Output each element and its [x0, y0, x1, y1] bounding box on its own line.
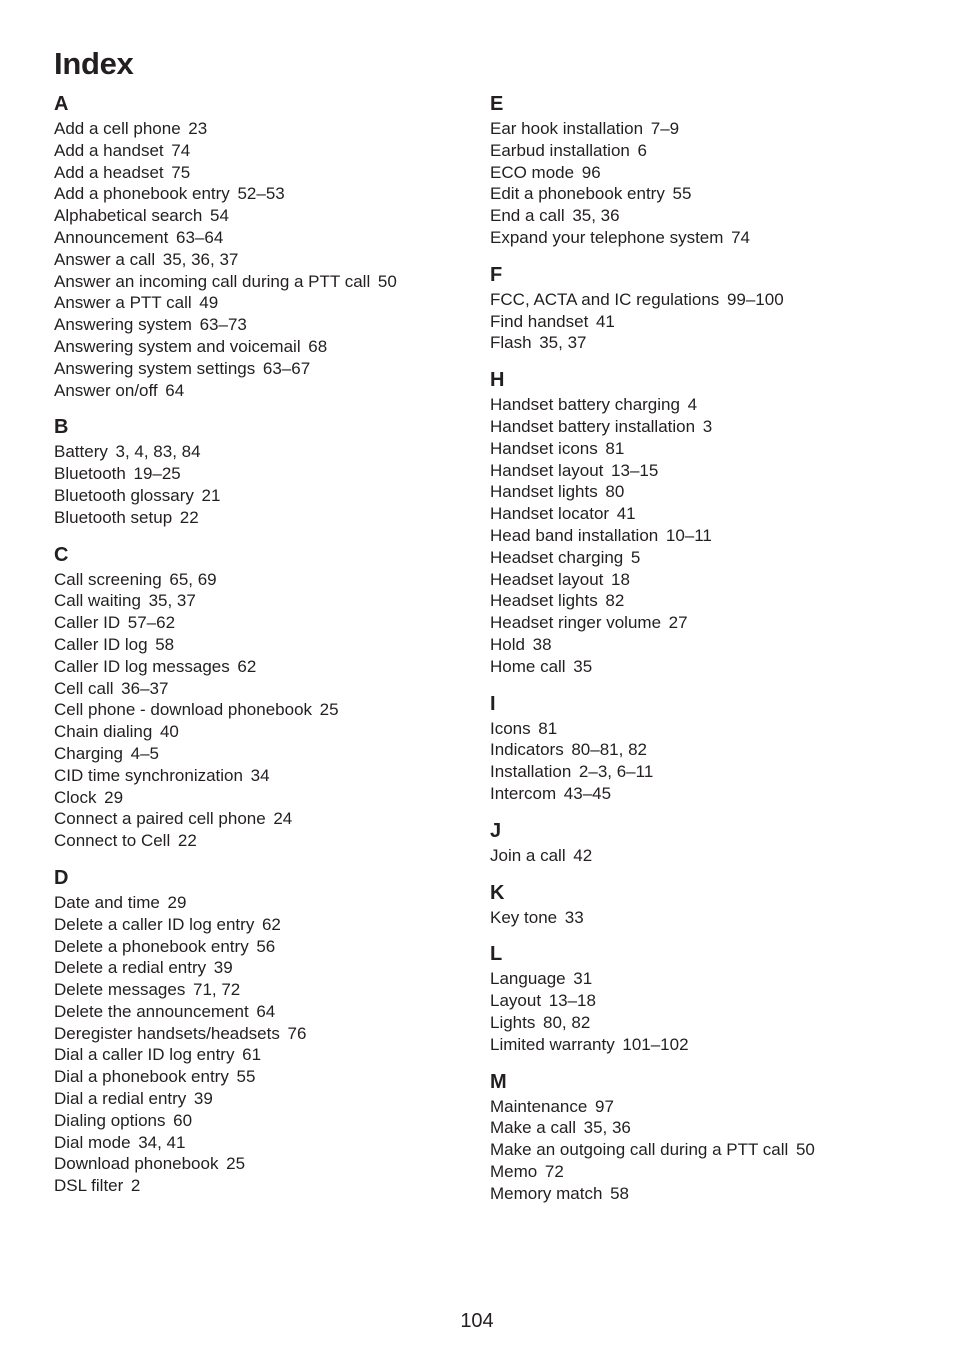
index-section-e: [490, 90, 930, 249]
index-entry: [490, 1034, 930, 1056]
entry-pages: 13–18: [548, 991, 596, 1011]
index-entry: [54, 765, 474, 787]
entry-pages: 99–100: [726, 289, 784, 309]
index-entry: [54, 721, 474, 743]
entry-pages: 2–3, 6–11: [578, 762, 654, 782]
entry-term: Connect a paired cell phone: [54, 809, 266, 829]
entry-term: Caller ID log messages: [54, 656, 230, 676]
index-entry: [490, 140, 930, 162]
entry-term: Headset layout: [490, 569, 604, 589]
index-entry: [490, 205, 930, 227]
entry-term: Dial a caller ID log entry: [54, 1045, 235, 1065]
section-letter: K: [490, 881, 505, 904]
index-entry: [54, 380, 474, 402]
index-entry: [490, 990, 930, 1012]
index-entry: [490, 569, 930, 591]
entry-pages: 35, 36: [583, 1118, 631, 1138]
entry-pages: 29: [104, 787, 124, 807]
entry-pages: 7–9: [650, 119, 680, 138]
index-column-right: [490, 90, 930, 1216]
entry-term: Edit a phonebook entry: [490, 184, 665, 204]
index-entry: [490, 503, 930, 525]
index-entry: [54, 590, 474, 612]
index-entry: [54, 787, 474, 809]
entry-term: Handset battery installation: [490, 416, 696, 436]
entry-pages: 64: [165, 380, 185, 400]
index-section-k: [490, 879, 930, 929]
entry-pages: 74: [171, 140, 191, 160]
entry-pages: 27: [668, 613, 688, 633]
index-entry: [54, 808, 474, 830]
index-entry: [490, 718, 930, 740]
entry-term: Date and time: [54, 892, 160, 912]
index-entry: [54, 743, 474, 765]
entry-term: Answer on/off: [54, 380, 158, 400]
entry-term: Flash: [490, 333, 532, 353]
entry-pages: 81: [538, 718, 558, 738]
section-letter: B: [54, 416, 69, 439]
entry-pages: 82: [605, 591, 625, 611]
entry-term: Alphabetical search: [54, 206, 203, 226]
entry-pages: 61: [242, 1045, 262, 1065]
entry-pages: 42: [573, 845, 593, 865]
entry-term: Headset lights: [490, 591, 598, 611]
entry-pages: 68: [308, 336, 328, 356]
index-entry: [54, 358, 474, 380]
index-entry: [490, 162, 930, 184]
entry-pages: 63–67: [262, 358, 311, 378]
index-entry: [54, 612, 474, 634]
entry-pages: 23: [188, 119, 208, 138]
entry-pages: 56: [256, 936, 276, 956]
index-entry: [490, 416, 930, 438]
entry-term: Answering system: [54, 315, 192, 335]
index-section-c: [54, 541, 474, 852]
index-entry: [490, 438, 930, 460]
entry-pages: 5: [630, 547, 641, 567]
entry-term: Add a headset: [54, 162, 164, 182]
index-section-h: [490, 366, 930, 677]
entry-term: Ear hook installation: [490, 119, 644, 138]
index-entry: [54, 979, 474, 1001]
index-entry: [54, 441, 474, 463]
entry-pages: 22: [177, 831, 197, 851]
entry-pages: 80–81, 82: [571, 740, 647, 760]
entry-pages: 3, 4, 83, 84: [115, 442, 201, 462]
index-entry: [490, 634, 930, 656]
index-entry: [490, 761, 930, 783]
entry-term: Add a cell phone: [54, 119, 181, 138]
index-entry: [490, 227, 930, 249]
index-entry: [54, 1001, 474, 1023]
entry-term: Handset locator: [490, 504, 610, 524]
entry-term: Add a handset: [54, 140, 164, 160]
index-entry: [54, 227, 474, 249]
entry-pages: 80: [605, 482, 625, 502]
index-entry: [490, 311, 930, 333]
entry-pages: 80, 82: [543, 1012, 591, 1032]
entry-term: Bluetooth glossary: [54, 485, 194, 505]
entry-term: Delete the announcement: [54, 1001, 249, 1021]
section-letter: M: [490, 1070, 507, 1093]
index-entry: [490, 968, 930, 990]
entry-term: Dialing options: [54, 1110, 166, 1130]
index-entry: [490, 845, 930, 867]
section-letter: J: [490, 819, 502, 842]
index-section-d: [54, 864, 474, 1197]
entry-pages: 36–37: [121, 678, 169, 698]
index-entry: [54, 507, 474, 529]
index-entry: [490, 460, 930, 482]
index-entry: [490, 612, 930, 634]
entry-pages: 13–15: [611, 460, 659, 480]
entry-pages: 2: [130, 1176, 141, 1196]
entry-term: Download phonebook: [54, 1154, 219, 1174]
entry-term: Connect to Cell: [54, 831, 171, 851]
entry-term: Memo: [490, 1161, 538, 1181]
entry-pages: 35, 37: [148, 591, 196, 611]
index-entry: [490, 1096, 930, 1118]
entry-term: Cell call: [54, 678, 114, 698]
entry-pages: 34: [250, 765, 270, 785]
entry-pages: 57–62: [127, 613, 176, 633]
entry-pages: 76: [287, 1023, 307, 1043]
entry-term: Join a call: [490, 845, 566, 865]
index-section-m: [490, 1068, 930, 1205]
entry-pages: 72: [544, 1161, 564, 1181]
index-entry: [490, 1012, 930, 1034]
entry-term: Make a call: [490, 1118, 576, 1138]
entry-term: Indicators: [490, 740, 564, 760]
entry-term: Lights: [490, 1012, 536, 1032]
entry-term: Maintenance: [490, 1096, 588, 1116]
entry-pages: 35: [573, 656, 593, 676]
entry-term: Answer a call: [54, 249, 156, 269]
index-entry: [54, 892, 474, 914]
index-entry: [54, 634, 474, 656]
index-entry: [490, 656, 930, 678]
index-entry: [490, 332, 930, 354]
index-entry: [54, 1153, 474, 1175]
entry-pages: 4: [687, 395, 698, 415]
entry-term: Answering system and voicemail: [54, 336, 301, 356]
entry-term: ECO mode: [490, 162, 575, 182]
entry-pages: 39: [193, 1089, 213, 1109]
index-section-i: [490, 690, 930, 805]
entry-pages: 55: [236, 1067, 256, 1087]
entry-term: Answering system settings: [54, 358, 256, 378]
index-section-j: [490, 817, 930, 867]
index-entry: [490, 525, 930, 547]
entry-term: Deregister handsets/headsets: [54, 1023, 280, 1043]
index-entry: [54, 699, 474, 721]
entry-term: Handset icons: [490, 438, 598, 458]
entry-pages: 54: [210, 206, 229, 226]
entry-pages: 65, 69: [169, 569, 217, 589]
entry-term: Charging: [54, 743, 123, 763]
entry-term: End a call: [490, 206, 565, 226]
section-letter: E: [490, 93, 504, 115]
entry-term: Cell phone - download phonebook: [54, 700, 313, 720]
entry-pages: 63–64: [176, 227, 224, 247]
entry-term: Answer a PTT call: [54, 293, 192, 313]
entry-pages: 50: [795, 1140, 815, 1160]
entry-term: Dial a phonebook entry: [54, 1067, 229, 1087]
index-entry: [54, 140, 474, 162]
entry-term: Delete a caller ID log entry: [54, 914, 255, 934]
entry-term: Handset battery charging: [490, 395, 680, 415]
index-entry: [490, 394, 930, 416]
entry-term: Limited warranty: [490, 1034, 615, 1054]
entry-pages: 3: [702, 416, 713, 436]
entry-pages: 97: [594, 1096, 614, 1116]
entry-term: Bluetooth: [54, 464, 126, 484]
entry-pages: 41: [616, 504, 636, 524]
index-section-f: [490, 261, 930, 354]
entry-pages: 31: [573, 969, 593, 989]
index-entry: [490, 547, 930, 569]
entry-pages: 63–73: [199, 315, 247, 335]
entry-term: Add a phonebook entry: [54, 184, 230, 204]
entry-term: FCC, ACTA and IC regulations: [490, 289, 720, 309]
index-entry: [54, 314, 474, 336]
entry-term: Answer an incoming call during a PTT call: [54, 271, 371, 291]
index-section-b: [54, 413, 474, 528]
index-entry: [54, 463, 474, 485]
entry-term: Key tone: [490, 907, 558, 927]
entry-pages: 55: [672, 184, 692, 204]
entry-pages: 4–5: [130, 743, 160, 763]
entry-pages: 64: [256, 1001, 276, 1021]
entry-pages: 18: [611, 569, 630, 589]
entry-term: Delete a redial entry: [54, 958, 207, 978]
section-letter: L: [490, 943, 503, 966]
index-entry: [54, 1132, 474, 1154]
index-entry: [490, 289, 930, 311]
index-entry: [490, 907, 930, 929]
entry-pages: 38: [532, 634, 552, 654]
section-letter: H: [490, 369, 505, 392]
entry-term: Clock: [54, 787, 97, 807]
entry-term: Make an outgoing call during a PTT call: [490, 1140, 789, 1160]
entry-pages: 52–53: [237, 184, 285, 204]
entry-pages: 101–102: [622, 1034, 689, 1054]
entry-term: Layout: [490, 991, 542, 1011]
index-entry: [490, 1183, 930, 1205]
section-letter: C: [54, 543, 69, 566]
entry-pages: 24: [273, 809, 293, 829]
index-entry: [490, 590, 930, 612]
entry-term: Headset ringer volume: [490, 613, 662, 633]
index-entry: [54, 162, 474, 184]
index-entry: [490, 183, 930, 205]
page-number: 104: [460, 1310, 494, 1332]
entry-pages: 33: [564, 907, 584, 927]
index-entry: [490, 739, 930, 761]
entry-pages: 41: [595, 311, 615, 331]
index-entry: [54, 336, 474, 358]
entry-term: Handset lights: [490, 482, 598, 502]
entry-pages: 40: [159, 722, 179, 742]
entry-pages: 21: [201, 485, 221, 505]
entry-pages: 58: [610, 1183, 629, 1203]
index-entry: [490, 783, 930, 805]
entry-pages: 60: [173, 1110, 193, 1130]
entry-term: Icons: [490, 718, 531, 738]
entry-term: Handset layout: [490, 460, 604, 480]
index-entry: [54, 118, 474, 140]
entry-term: Hold: [490, 634, 525, 654]
index-entry: [54, 936, 474, 958]
entry-term: Announcement: [54, 227, 169, 247]
entry-term: Expand your telephone system: [490, 227, 724, 247]
index-entry: [54, 1066, 474, 1088]
entry-term: Call screening: [54, 569, 162, 589]
entry-pages: 6: [637, 140, 647, 160]
section-letter: I: [490, 692, 496, 715]
entry-pages: 81: [605, 438, 625, 458]
index-entry: [54, 485, 474, 507]
entry-term: Installation: [490, 762, 572, 782]
index-entry: [490, 1117, 930, 1139]
index-entry: [54, 1110, 474, 1132]
section-letter: D: [54, 866, 69, 889]
index-entry: [490, 1161, 930, 1183]
index-entry: [490, 1139, 930, 1161]
entry-pages: 49: [199, 293, 219, 313]
entry-term: Battery: [54, 442, 108, 462]
entry-term: Language: [490, 969, 566, 989]
entry-term: Dial mode: [54, 1132, 131, 1152]
entry-pages: 19–25: [133, 464, 181, 484]
index-entry: [54, 830, 474, 852]
page-title: Index: [54, 46, 134, 81]
entry-term: Bluetooth setup: [54, 507, 173, 527]
entry-term: Delete a phonebook entry: [54, 936, 249, 956]
index-section-l: [490, 940, 930, 1055]
entry-term: Caller ID: [54, 613, 121, 633]
entry-pages: 62: [237, 656, 257, 676]
index-entry: [54, 249, 474, 271]
index-entry: [54, 1175, 474, 1197]
index-entry: [54, 292, 474, 314]
entry-pages: 22: [179, 507, 199, 527]
entry-term: Earbud installation: [490, 140, 630, 160]
index-section-a: [54, 90, 474, 401]
index-entry: [54, 271, 474, 293]
entry-pages: 71, 72: [192, 980, 241, 1000]
entry-term: Headset charging: [490, 547, 624, 567]
index-entry: [490, 118, 930, 140]
entry-pages: 10–11: [665, 525, 712, 545]
index-entry: [54, 1023, 474, 1045]
entry-pages: 35, 36, 37: [162, 249, 239, 269]
entry-term: CID time synchronization: [54, 765, 243, 785]
entry-term: DSL filter: [54, 1176, 124, 1196]
entry-term: Call waiting: [54, 591, 141, 611]
index-entry: [54, 1044, 474, 1066]
index-entry: [54, 914, 474, 936]
index-entry: [54, 678, 474, 700]
entry-pages: 35, 36: [572, 206, 620, 226]
index-entry: [54, 183, 474, 205]
entry-term: Caller ID log: [54, 634, 148, 654]
entry-pages: 43–45: [563, 783, 612, 803]
entry-pages: 29: [167, 892, 187, 912]
entry-term: Intercom: [490, 783, 557, 803]
entry-term: Dial a redial entry: [54, 1089, 187, 1109]
entry-pages: 74: [731, 227, 750, 247]
index-entry: [54, 569, 474, 591]
index-column-left: [54, 90, 474, 1209]
entry-term: Memory match: [490, 1183, 603, 1203]
index-entry: [54, 957, 474, 979]
entry-pages: 39: [213, 958, 233, 978]
entry-pages: 50: [377, 271, 397, 291]
entry-pages: 96: [581, 162, 601, 182]
entry-term: Delete messages: [54, 980, 186, 1000]
index-entry: [490, 481, 930, 503]
entry-pages: 25: [226, 1154, 246, 1174]
entry-pages: 25: [319, 700, 339, 720]
section-letter: F: [490, 263, 503, 286]
index-entry: [54, 1088, 474, 1110]
index-entry: [54, 656, 474, 678]
entry-term: Chain dialing: [54, 722, 153, 742]
entry-term: Find handset: [490, 311, 589, 331]
entry-term: Head band installation: [490, 525, 659, 545]
entry-pages: 35, 37: [539, 333, 587, 353]
entry-pages: 75: [171, 162, 191, 182]
entry-pages: 58: [155, 634, 175, 654]
entry-pages: 62: [261, 914, 281, 934]
entry-term: Home call: [490, 656, 566, 676]
section-letter: A: [54, 93, 69, 115]
entry-pages: 34, 41: [138, 1132, 186, 1152]
index-entry: [54, 205, 474, 227]
